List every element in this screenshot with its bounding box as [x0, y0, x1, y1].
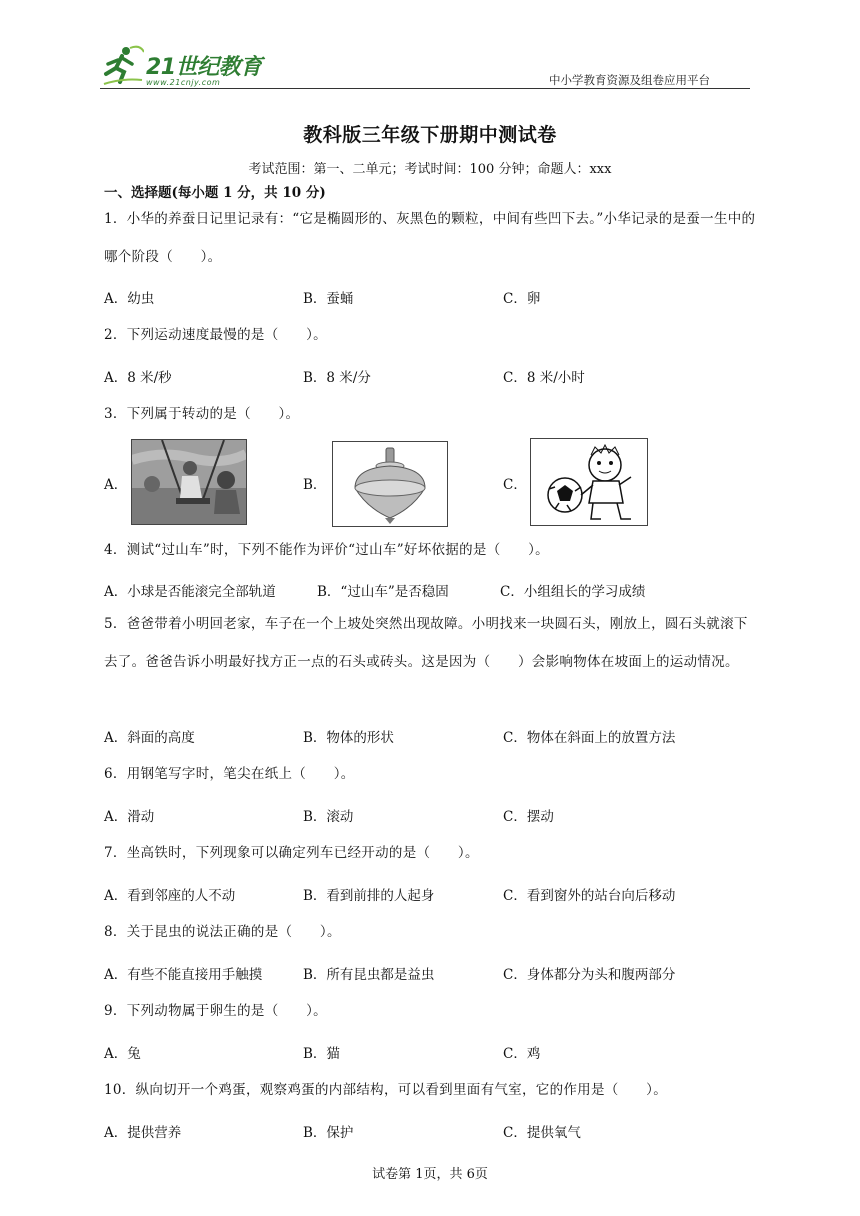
section-heading: 一、选择题(每小题 1 分，共 10 分) — [104, 185, 326, 201]
option-a: A．提供营养 — [104, 1125, 182, 1141]
question-2: 2．下列运动速度最慢的是（ ）。 — [104, 327, 327, 343]
option-b: B．滚动 — [303, 809, 354, 825]
option-c: C．身体都分为头和腹两部分 — [503, 967, 676, 983]
option-b: B．所有昆虫都是益虫 — [303, 967, 435, 983]
exam-info: 考试范围：第一、二单元；考试时间：100 分钟；命题人：xxx — [248, 162, 612, 177]
page-title: 教科版三年级下册期中测试卷 — [303, 124, 557, 146]
header-divider — [100, 88, 750, 89]
question-1: 1．小华的养蚕日记里记录有：“它是椭圆形的、灰黑色的颗粒，中间有些凹下去。”小华记录的是蚕一生中的哪个阶段（ ）。 — [104, 211, 756, 265]
question-7-options — [104, 884, 764, 904]
option-a: A．幼虫 — [104, 291, 155, 307]
option-b: B．保护 — [303, 1125, 354, 1141]
question-4: 4．测试“过山车”时，下列不能作为评价“过山车”好坏依据的是（ ）。 — [104, 542, 549, 558]
question-10-options — [104, 1121, 764, 1141]
question-10: 10．纵向切开一个鸡蛋，观察鸡蛋的内部结构，可以看到里面有气室，它的作用是（ ）。 — [104, 1082, 668, 1098]
page-header — [100, 40, 750, 90]
question-9-options — [104, 1042, 764, 1062]
option-c: C．看到窗外的站台向后移动 — [503, 888, 676, 904]
question-6: 6．用钢笔写字时，笔尖在纸上（ ）。 — [104, 766, 355, 782]
option-a: A． — [104, 477, 128, 493]
option-b: B．蚕蛹 — [303, 291, 354, 307]
question-6-options — [104, 805, 764, 825]
option-b: B．8 米/分 — [303, 370, 371, 386]
option-b: B．猫 — [303, 1046, 340, 1062]
option-c: C． — [503, 477, 527, 493]
question-5-options — [104, 726, 764, 746]
question-8-options — [104, 963, 764, 983]
option-a: A．有些不能直接用手触摸 — [104, 967, 263, 983]
runner-logo-icon — [100, 44, 144, 88]
question-9: 9．下列动物属于卵生的是（ ）。 — [104, 1003, 327, 1019]
option-b: B．“过山车”是否稳固 — [317, 584, 449, 600]
logo-text: 21世纪教育 — [146, 55, 262, 80]
spinning-top-image — [332, 441, 448, 527]
logo — [100, 44, 270, 90]
option-c: C．物体在斜面上的放置方法 — [503, 730, 676, 746]
option-b: B． — [303, 477, 327, 493]
question-3: 3．下列属于转动的是（ ）。 — [104, 406, 300, 422]
option-c: C．摆动 — [503, 809, 554, 825]
option-a: A．斜面的高度 — [104, 730, 195, 746]
option-b: B．物体的形状 — [303, 730, 394, 746]
option-a: A．小球是否能滚完全部轨道 — [104, 584, 276, 600]
soccer-cartoon-image — [530, 438, 648, 526]
question-1-options — [104, 287, 764, 307]
question-4-options — [104, 580, 764, 600]
logo-url: www.21cnjy.com — [146, 78, 221, 87]
option-c: C．8 米/小时 — [503, 370, 585, 386]
option-c: C．提供氧气 — [503, 1125, 581, 1141]
option-a: A．看到邻座的人不动 — [104, 888, 236, 904]
option-b: B．看到前排的人起身 — [303, 888, 435, 904]
question-5: 5．爸爸带着小明回老家，车子在一个上坡处突然出现故障。小明找来一块圆石头，刚放上，圆石头就滚下去了。爸爸告诉小明最好找方正一点的石头或砖头。这是因为（ ）会影响物体在坡面上的运动情况。 — [104, 616, 748, 670]
page-footer: 试卷第 1页，共 6页 — [372, 1167, 488, 1182]
option-c: C．卵 — [503, 291, 541, 307]
option-a: A．滑动 — [104, 809, 155, 825]
option-c: C．小组组长的学习成绩 — [500, 584, 646, 600]
question-2-options — [104, 366, 764, 386]
option-a: A．兔 — [104, 1046, 141, 1062]
question-7: 7．坐高铁时，下列现象可以确定列车已经开动的是（ ）。 — [104, 845, 479, 861]
question-8: 8．关于昆虫的说法正确的是（ ）。 — [104, 924, 341, 940]
option-c: C．鸡 — [503, 1046, 541, 1062]
option-a: A．8 米/秒 — [104, 370, 172, 386]
platform-name: 中小学教育资源及组卷应用平台 — [549, 73, 710, 87]
swing-photo — [131, 439, 247, 525]
